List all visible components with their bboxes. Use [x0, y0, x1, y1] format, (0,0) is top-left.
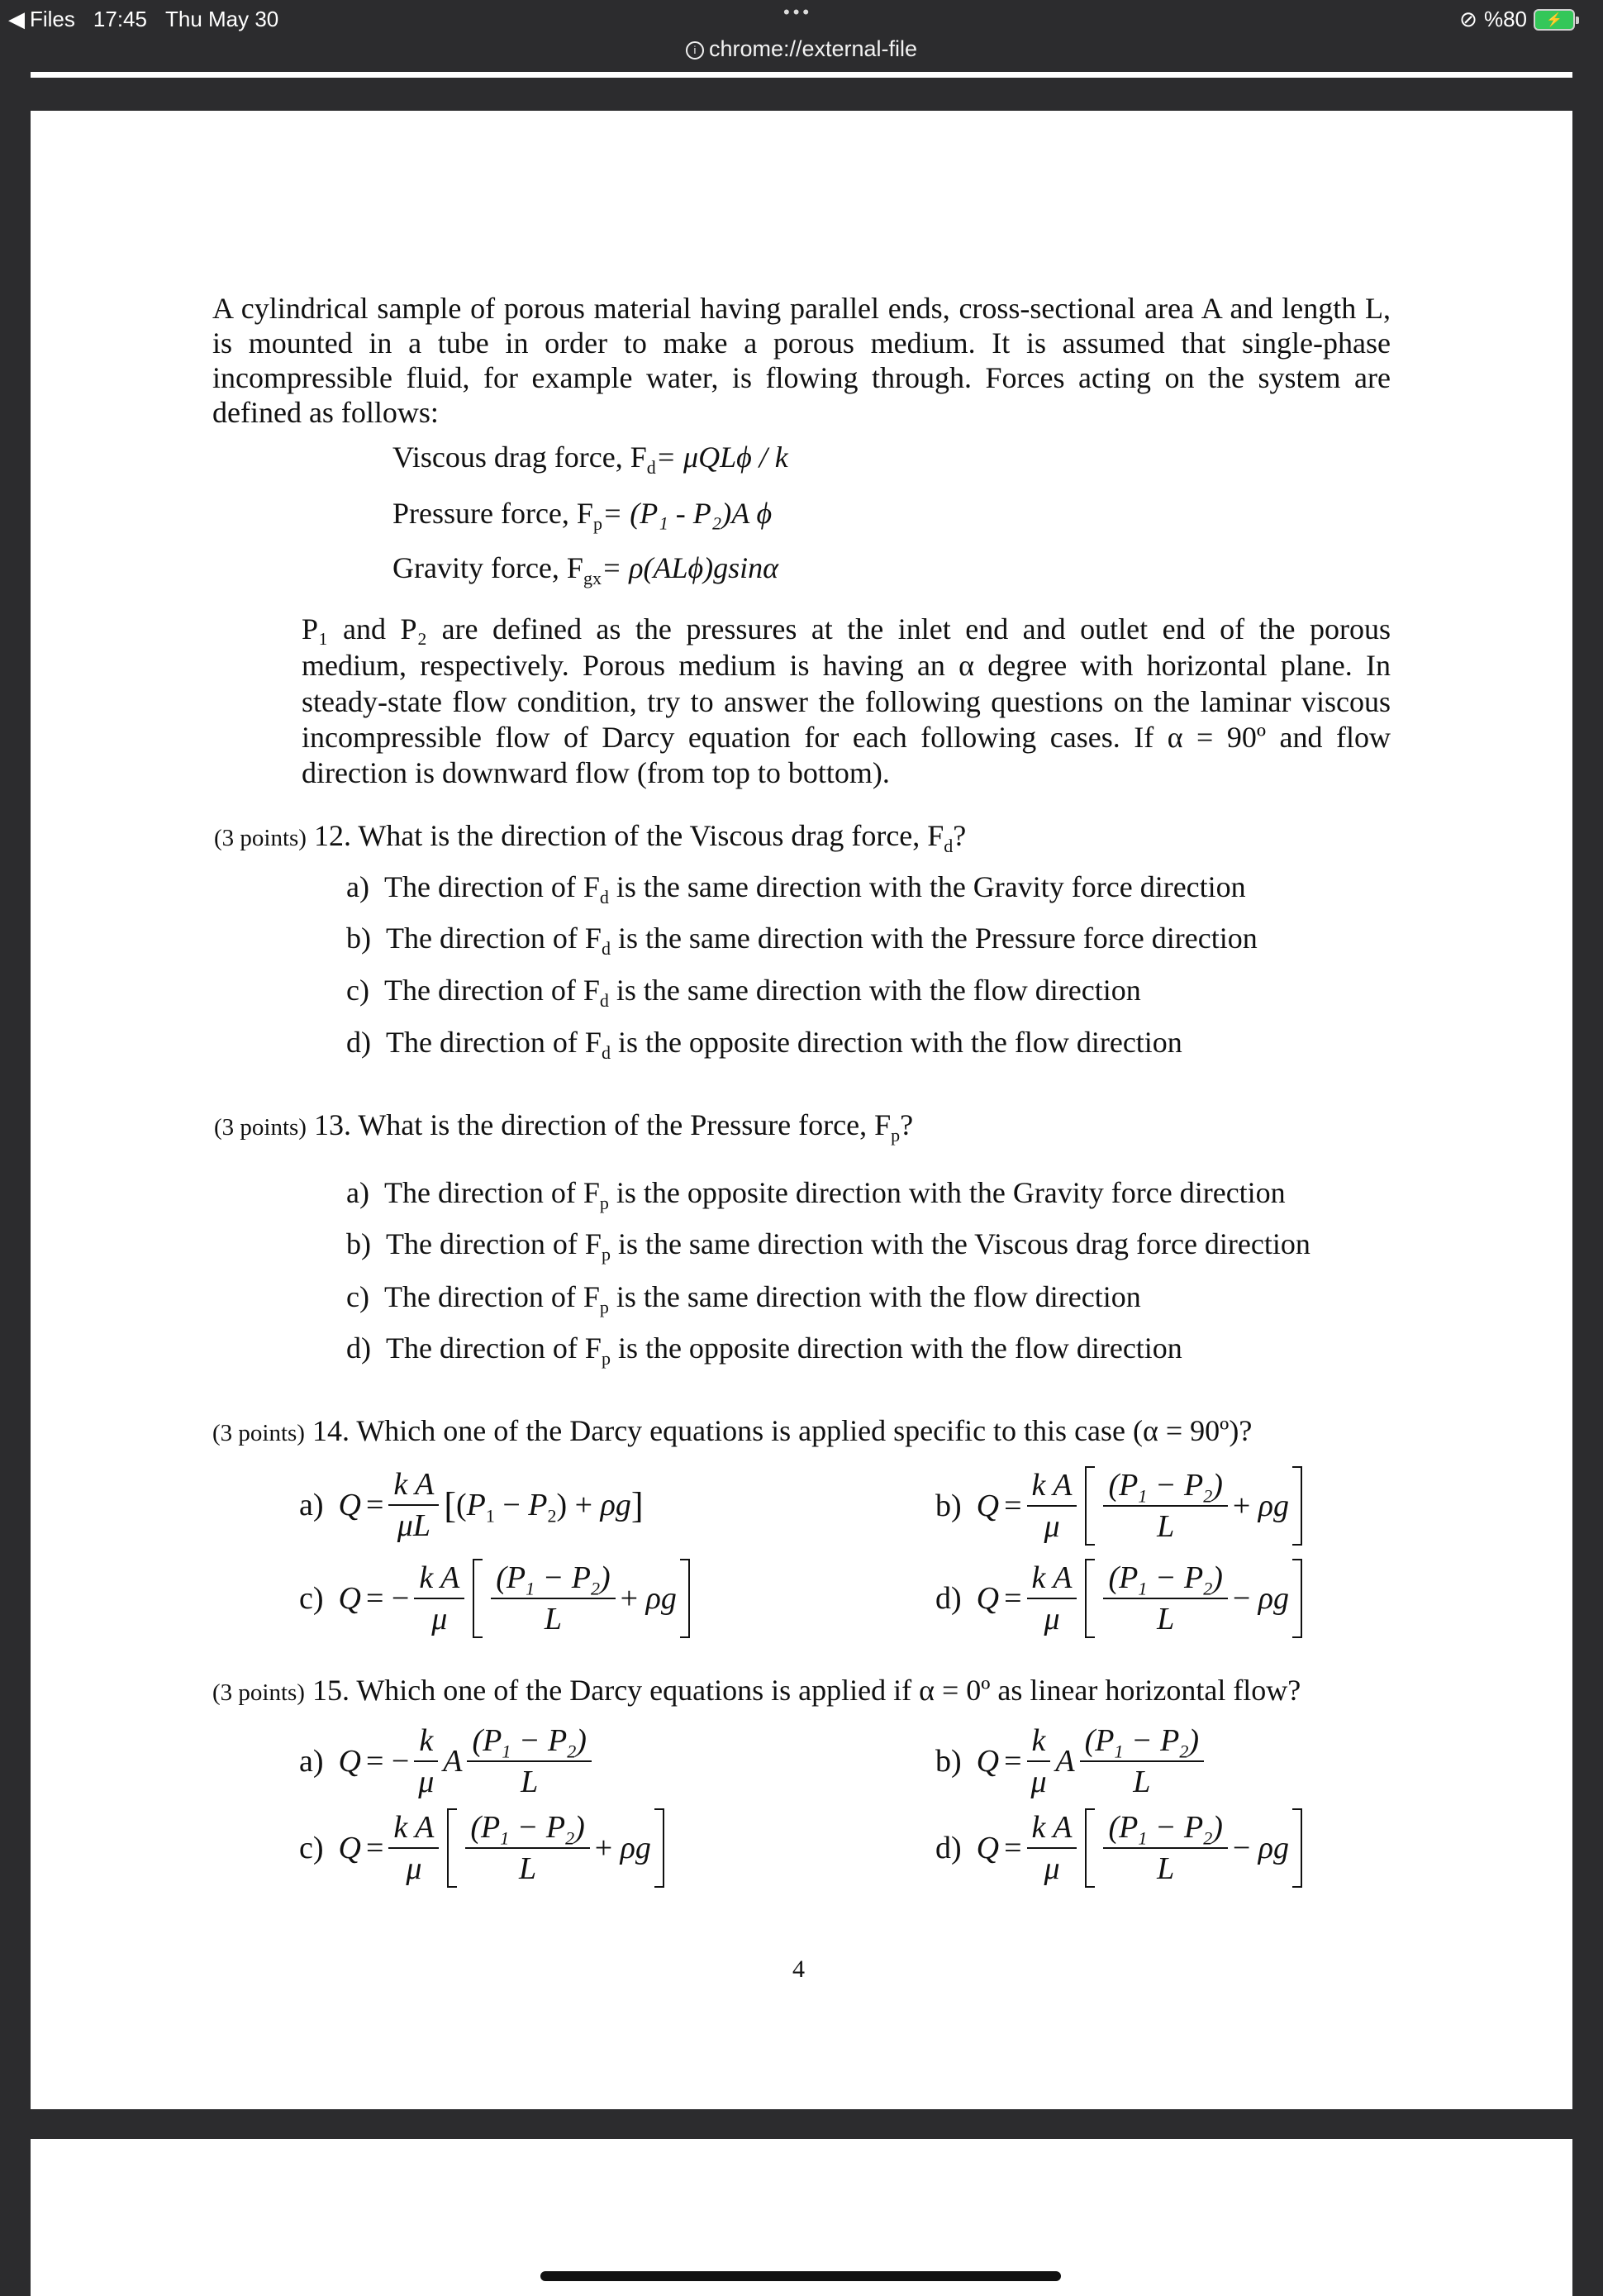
- question-14: (3 points) 14. Which one of the Darcy equations is applied specific to this case (α = 90º)?: [212, 1414, 1253, 1447]
- home-indicator[interactable]: [540, 2271, 1061, 2281]
- more-options-icon[interactable]: •••: [783, 2, 813, 22]
- page-number: 4: [792, 1955, 805, 1983]
- question-13: (3 points) 13. What is the direction of the Pressure force, $F_p$?: [214, 1108, 914, 1146]
- q15-option-b[interactable]: b) Q = $\frac{k}{\mu}$ A $\frac{(P_1 - P_2)}{L}$: [935, 1722, 1209, 1800]
- back-to-files-button[interactable]: [8, 7, 75, 32]
- q14-option-c[interactable]: c) Q = − $\frac{\text{k A}}{\mu}$ $\frac{(P_1 - P_2)}{L}$ + ρg: [299, 1559, 693, 1638]
- info-icon: i: [686, 41, 704, 60]
- conditions-line: direction is downward flow (from top to bottom).: [302, 756, 890, 789]
- battery-charging-icon: ⚡: [1534, 9, 1575, 31]
- q13-option-b[interactable]: b) The direction of $F_p$ is the same direction with the Viscous drag force direction: [346, 1227, 1310, 1265]
- page-load-bar: [31, 72, 1572, 78]
- status-date: Thu May 30: [164, 7, 279, 31]
- conditions-line: steady-state flow condition, try to answer the following questions on the laminar viscous: [302, 685, 1391, 718]
- battery-percent: %80: [1483, 7, 1527, 31]
- q12-option-a[interactable]: a) The direction of $F_d$ is the same direction with the Gravity force direction: [346, 870, 1246, 908]
- q14-option-a[interactable]: a) Q = $\frac{\text{k A}}{\mu L}$ [ $(P_1 - P_2) + \rho g$ ]: [299, 1467, 644, 1543]
- q12-option-d[interactable]: d) The direction of $F_d$ is the opposite direction with the flow direction: [346, 1026, 1182, 1064]
- q15-option-d[interactable]: d) Q = $\frac{\text{k A}}{\mu}$ $\frac{(P_1 - P_2)}{L}$ − ρg: [935, 1808, 1306, 1888]
- force-viscous: Viscous drag force, $F_d= \mu QL\phi / k$: [392, 441, 788, 479]
- intro-line: defined as follows:: [212, 396, 439, 429]
- status-bar: [0, 0, 1603, 73]
- q13-option-a[interactable]: a) The direction of $F_p$ is the opposite direction with the Gravity force direction: [346, 1176, 1286, 1214]
- document-page: [31, 111, 1572, 2109]
- conditions-line: medium, respectively. Porous medium is having an α degree with horizontal plane. In: [302, 649, 1391, 682]
- q12-option-b[interactable]: b) The direction of $F_d$ is the same direction with the Pressure force direction: [346, 922, 1258, 960]
- status-right: [1459, 7, 1575, 32]
- q12-option-c[interactable]: c) The direction of $F_d$ is the same direction with the flow direction: [346, 974, 1141, 1012]
- q13-option-c[interactable]: c) The direction of $F_p$ is the same direction with the flow direction: [346, 1280, 1141, 1318]
- intro-line: A cylindrical sample of porous material having parallel ends, cross-sectional area A and length L,: [212, 292, 1391, 325]
- back-arrow-icon: ◀: [8, 7, 25, 31]
- back-label: Files: [30, 7, 75, 31]
- q13-option-d[interactable]: d) The direction of $F_p$ is the opposite direction with the flow direction: [346, 1331, 1182, 1370]
- q15-option-c[interactable]: c) Q = $\frac{\text{k A}}{\mu}$ $\frac{(P_1 - P_2)}{L}$ + ρg: [299, 1808, 668, 1888]
- q15-option-a[interactable]: a) Q = − $\frac{k}{\mu}$ A $\frac{(P_1 - P_2)}{L}$: [299, 1722, 597, 1800]
- intro-line: incompressible fluid, for example water, is flowing through. Forces acting on the system are: [212, 361, 1391, 394]
- q14-option-d[interactable]: d) Q = $\frac{\text{k A}}{\mu}$ $\frac{(P_1 - P_2)}{L}$ − ρg: [935, 1559, 1306, 1638]
- question-15: (3 points) 15. Which one of the Darcy equations is applied if α = 0º as linear horizontal flow?: [212, 1674, 1301, 1707]
- force-gravity: Gravity force, $F_{gx}= \rho(AL\phi)gsin\alpha$: [392, 551, 779, 589]
- url-text: chrome://external-file: [708, 36, 918, 61]
- status-left: [8, 7, 278, 32]
- q14-option-b[interactable]: b) Q = $\frac{\text{k A}}{\mu}$ $\frac{(P_1 - P_2)}{L}$ + ρg: [935, 1466, 1306, 1546]
- status-time: 17:45: [93, 7, 147, 31]
- intro-line: is mounted in a tube in order to make a porous medium. It is assumed that single-phase: [212, 326, 1391, 360]
- conditions-line: incompressible flow of Darcy equation for each following cases. If α = 90º and flow: [302, 721, 1391, 754]
- link-icon: ⊘: [1459, 7, 1477, 31]
- address-bar[interactable]: [0, 36, 1603, 62]
- question-12: (3 points) 12. What is the direction of the Viscous drag force, $F_d$?: [214, 819, 967, 857]
- force-pressure: Pressure force, $F_p= (P_1 - P_2)A$ ϕ: [392, 497, 773, 535]
- conditions-line: P₁ and P₂ are defined as the pressures at the inlet end and outlet end of the porous: [302, 612, 1391, 645]
